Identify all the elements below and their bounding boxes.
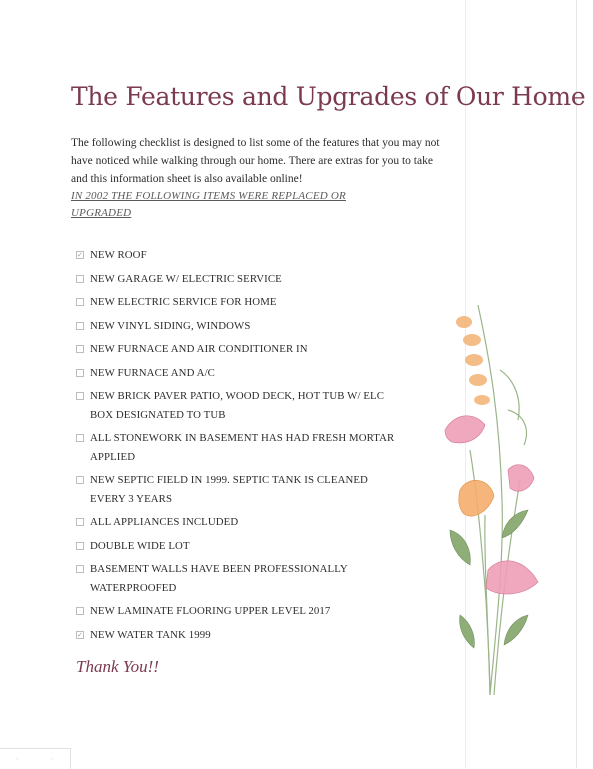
checklist-item-line: NEW BRICK PAVER PATIO, WOOD DECK, HOT TUB W/ ELC [90, 390, 385, 402]
checklist-item-text [90, 471, 436, 508]
checklist-item-line: APPLIED [90, 450, 136, 463]
checklist-item [76, 270, 436, 289]
checklist-item-text [90, 387, 436, 424]
checklist-item-line: ALL STONEWORK IN BASEMENT HAS HAD FRESH MORTAR [90, 432, 395, 444]
orange-flower-icon [459, 480, 494, 516]
checklist-item-line: EVERY 3 YEARS [90, 492, 173, 505]
checklist-item-line: NEW FURNACE AND AIR CONDITIONER IN [90, 343, 308, 355]
checklist-item-text [90, 270, 436, 289]
checkbox-icon [76, 322, 84, 330]
footer-logo-mark: ◌ [51, 756, 54, 762]
checklist-item-text [90, 340, 436, 359]
checkbox-icon [76, 298, 84, 306]
checkbox-checked-icon: ✓ [77, 630, 83, 639]
checklist-item [76, 246, 436, 265]
checklist-item-text [90, 560, 436, 597]
intro-line: The following checklist is designed to list some of the features that you may not [71, 137, 440, 149]
subhead-line: UPGRADED [71, 207, 132, 219]
checklist-item-text [90, 537, 436, 556]
checklist-item-line: NEW WATER TANK 1999 [90, 628, 211, 641]
checklist-item-line: NEW ROOF [90, 249, 147, 261]
checklist-item-line: WATERPROOFED [90, 581, 177, 594]
checkbox-icon [76, 369, 84, 377]
checkbox-icon [76, 392, 84, 400]
checklist-item [76, 317, 436, 336]
checkbox-icon [76, 565, 84, 573]
checklist-item [76, 387, 436, 424]
bud-icon [456, 316, 490, 405]
checklist-item-text [90, 429, 436, 466]
checklist-item-text [90, 293, 436, 312]
footer-logo-mark: ◌ [16, 756, 19, 762]
checklist-item-line: NEW GARAGE W/ ELECTRIC SERVICE [90, 272, 282, 285]
checklist-item-line: BOX DESIGNATED TO TUB [90, 408, 226, 421]
checklist-item [76, 340, 436, 359]
checklist-item-text [90, 602, 436, 621]
checkbox-icon [76, 476, 84, 484]
page-right-edge [576, 0, 577, 768]
closing-thank-you: Thank You!! [76, 657, 159, 676]
checklist-item-line: BASEMENT WALLS HAVE BEEN PROFESSIONALLY [90, 563, 348, 575]
checklist-item [76, 560, 436, 597]
subhead-line: IN 2002 THE FOLLOWING ITEMS WERE REPLACED OR [71, 190, 346, 202]
checkbox-checked-icon: ✓ [77, 251, 83, 259]
section-subheading [71, 188, 371, 222]
checklist-item [76, 429, 436, 466]
flower-illustration [430, 300, 550, 700]
checklist-item-text [90, 317, 436, 336]
checklist-item [76, 537, 436, 556]
checklist-item-text [90, 364, 436, 383]
checklist-item-line: NEW FURNACE AND A/C [90, 366, 215, 379]
checklist-item-line: ALL APPLIANCES INCLUDED [90, 516, 239, 528]
checklist-item-text [90, 513, 436, 532]
checklist-item [76, 471, 436, 508]
checkbox-icon [76, 542, 84, 550]
checkbox-icon [76, 345, 84, 353]
checklist-item [76, 626, 436, 645]
checklist-item [76, 602, 436, 621]
checkbox-icon [76, 275, 84, 283]
checklist-item-line: NEW SEPTIC FIELD IN 1999. SEPTIC TANK IS CLEANED [90, 474, 368, 486]
checklist-item [76, 293, 436, 312]
checkbox-icon [76, 518, 84, 526]
checklist-item-line: NEW LAMINATE FLOORING UPPER LEVEL 2017 [90, 605, 331, 617]
checklist-item [76, 513, 436, 532]
document-title: The Features and Upgrades of Our Home [71, 82, 586, 111]
intro-line: have noticed while walking through our home. There are extras for you to take [71, 155, 433, 167]
checklist-item-line: NEW ELECTRIC SERVICE FOR HOME [90, 296, 277, 308]
checklist-item [76, 364, 436, 383]
footer-logo [0, 748, 71, 769]
checklist-item-text [90, 246, 436, 265]
intro-paragraph [71, 134, 461, 188]
checkbox-icon [76, 434, 84, 442]
checkbox-icon [76, 607, 84, 615]
intro-line: and this information sheet is also available online! [71, 173, 303, 185]
checklist-item-line: NEW VINYL SIDING, WINDOWS [90, 319, 251, 332]
checklist-item-line: DOUBLE WIDE LOT [90, 539, 190, 552]
checklist-item-text [90, 626, 436, 645]
